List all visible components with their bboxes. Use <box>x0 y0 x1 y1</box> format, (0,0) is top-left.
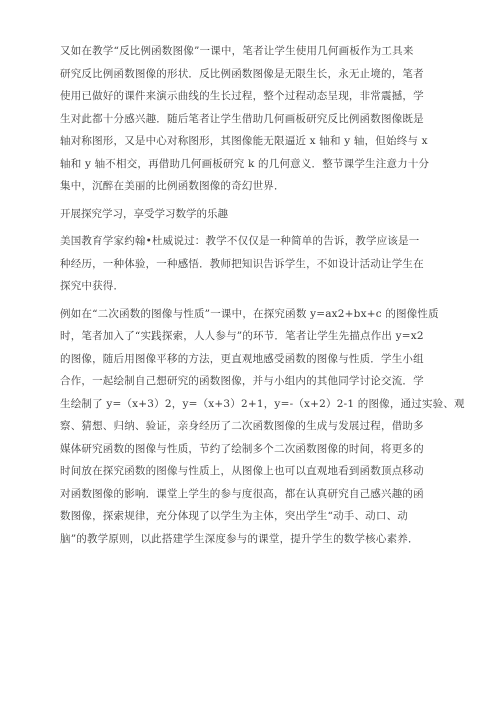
text-line: 美国教育学家约翰•杜威说过：教学不仅仅是一种简单的告诉，教学应该是一 <box>60 235 420 247</box>
text-line: 的图像，随后用图像平移的方法，更直观地感受函数的图像与性质．学生小组 <box>60 352 424 365</box>
text-line: 察、猜想、归纳、验证，亲身经历了二次函数图像的生成与发展过程，借助多 <box>60 420 424 432</box>
text-line: 又如在教学“反比例函数图像”一课中，笔者让学生使用几何画板作为工具来 <box>60 45 414 57</box>
paragraph-dewey-quote <box>60 230 440 298</box>
text-line: 媒体研究函数的图像与性质，节约了绘制多个二次函数图像的时间，将更多的 <box>60 442 424 455</box>
text-line: 时间放在探究函数的图像与性质上，从图像上也可以直观地看到函数顶点移动 <box>60 465 424 477</box>
paragraph-inverse-function <box>60 40 440 198</box>
text-line: 轴和 y 轴不相交，再借助几何画板研究 k 的几何意义．整节课学生注意力十分 <box>60 157 430 170</box>
text-line: 生绘制了 y=（x+3）2，y=（x+3）2+1，y=-（x+2）2-1 的图像，通过实验、观 <box>60 397 465 410</box>
section-heading: 开展探究学习，享受学习数学的乐趣 <box>60 207 228 220</box>
text-line: 脑”的教学原则，以此搭建学生深度参与的课堂，提升学生的数学核心素养． <box>60 532 419 545</box>
text-line: 种经历，一种体验，一种感悟．教师把知识告诉学生，不如设计活动让学生在 <box>60 257 424 270</box>
text-line: 对函数图像的影响．课堂上学生的参与度很高，都在认真研究自己感兴趣的函 <box>60 487 424 500</box>
text-line: 探究中获得． <box>60 280 125 292</box>
text-line: 数图像，探索规律，充分体现了以学生为主体，突出学生“动手、动口、动 <box>60 510 408 522</box>
text-line: 生对此都十分感兴趣．随后笔者让学生借助几何画板研究反比例函数图像既是 <box>60 112 424 125</box>
text-line: 使用已做好的课件来演示曲线的生长过程，整个过程动态呈现，非常震撼，学 <box>60 90 424 102</box>
text-line: 轴对称图形，又是中心对称图形，其图像能无限逼近 x 轴和 y 轴，但始终与 x <box>60 135 428 147</box>
document-page <box>60 40 465 555</box>
paragraph-quadratic-function <box>60 303 465 551</box>
text-line: 研究反比例函数图像的形状．反比例函数图像是无限生长，永无止境的，笔者 <box>60 67 424 80</box>
text-line: 合作，一起绘制自己想研究的函数图像，并与小组内的其他同学讨论交流．学 <box>60 375 424 387</box>
text-line: 例如在“二次函数的图像与性质”一课中，在探究函数 y=ax2+bx+c 的图像性质 <box>60 307 439 320</box>
text-line: 时，笔者加入了“实践探索，人人参与”的环节．笔者让学生先描点作出 y=x2 <box>60 330 424 342</box>
text-line: 集中，沉醉在美丽的比例函数图像的奇幻世界． <box>60 180 285 192</box>
